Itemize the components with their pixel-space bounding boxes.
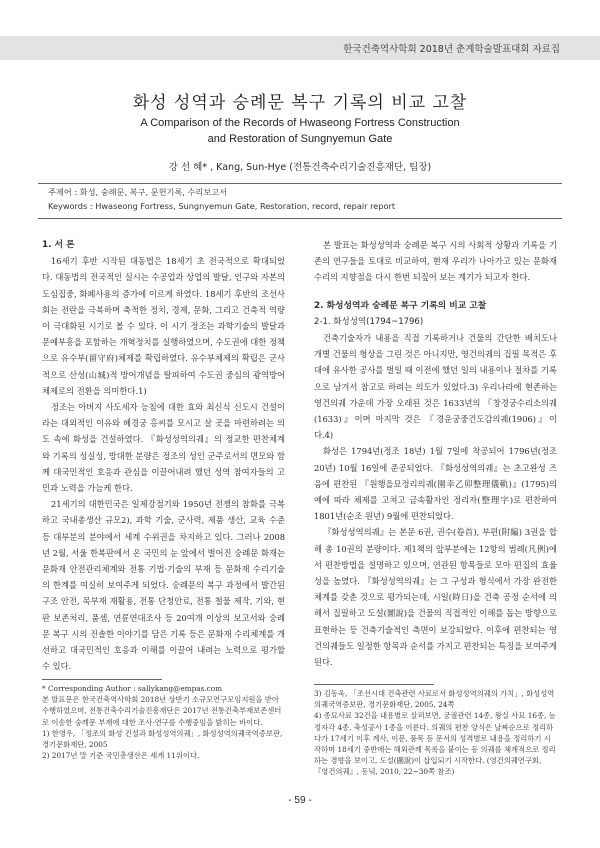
footnote-1: 1) 한영우, 「정조의 화성 건설과 화성성역의궤」, 화성성역의궤국역증보판, 경기문화재단, 2005: [42, 728, 283, 750]
funding-note: 본 발표문은 한국건축역사학회 2018년 상반기 소규모연구모임지원을 받아 수행하였으며, 전통건축수리기술진흥재단은 2017년 전통건축부재보존센터로 이송한 숭례문 부재에 대한 조사·연구를 수행중임을 밝히는 바이다.: [42, 695, 282, 727]
right-column: [314, 237, 557, 670]
footnote-2: 2) 2017년 말 기준 국민총생산은 세계 11위이다.: [42, 751, 200, 761]
page-number: - 59 -: [288, 795, 312, 806]
footnote-3: 3) 김동욱, 「조선시대 건축관련 사료로서 화성성역의궤의 가치」, 화성성역의궤국역증보판, 경기문화재단, 2005, 24쪽: [314, 689, 555, 710]
intro-paragraph-4: 본 발표는 화성성역과 숭례문 복구 시의 사회적 상황과 기록을 기존의 연구들을 토대로 비교하여, 현재 우리가 나아가고 있는 문화재 수리의 지향점을 다시 한번 되짚어 보는 계기가 되고자 한다.: [314, 240, 557, 283]
left-column: [42, 237, 285, 674]
author-line: 강 선 혜* , Kang, Sun-Hye (전통건축수리기술진흥재단, 팀장): [168, 162, 432, 173]
intro-paragraph-2: 정조는 아버지 사도세자 능침에 대한 효와 최신식 신도시 건설이라는 대외적인 이유와 혜경궁 홍씨를 모시고 살 곳을 마련하려는 의도 속에 화성을 건설하였다. 『화성성역의궤』의 정교한 편찬체계와 기록의 성실성, 방대한 분량은 정조의 성인 군주로서의 면모와 함께 대국민적인 호응과 관심을 이끌어내려 했던 성역 참여자들의 고민과 노력을 가늠케 한다.: [42, 402, 285, 494]
section-1-title: 1. 서 론: [42, 240, 75, 250]
keywords-bottom-rule: [38, 218, 562, 219]
keywords-korean: 주제어 : 화성, 숭례문, 복구, 문헌기록, 수리보고서: [48, 187, 228, 197]
paper-title-english-line2: and Restoration of Sungnyemun Gate: [207, 133, 393, 145]
footnotes-right: [314, 688, 557, 778]
footnote-4: 4) 종묘사료 32건을 내용별로 살펴보면, 궁궐관련 14종, 왕실 사묘 16종, 능 정자각 4종, 축성공사 1종을 이룬다. 의궤의 편찬 양식은 날짜순으로 정리하다가 17세기 이후 계사, 이문, 품목 등 문서의 성격별로 내용을 정리하기 시작하며 18세기 중반에는 해외관례 목록을 붙이는 등 의궤를 체계적으로 정리하는 경향을 보이고, 도설(圖說)이 삽입되기 시작한다. (영건의궤연구회, 『영건의궤』, 동녘, 2010, 22~30쪽 참조): [314, 711, 556, 777]
keywords-english: Keywords : Hwaseong Fortress, Sungnyemun Gate, Restoration, record, repair report: [48, 201, 396, 211]
keywords-top-rule: [38, 183, 562, 184]
corresponding-author-note: * Corresponding Author : sallykang@empas.com: [42, 684, 223, 693]
intro-paragraph-3: 21세기의 대한민국은 일제강점기와 1950년 전쟁의 참화를 극복하고 국내총생산 규모2), 과학 기술, 군사력, 제품 생산, 교육 수준 등 대부분의 분야에서 세계 수위권을 차지하고 있다. 그러나 2008년 2월, 서울 한복판에서 온 국민의 눈 앞에서 벌어진 숭례문 화재는 문화재 안전관리체계와 전통 기법·기술의 부재 등 문화재 수리기술의 한계를 여실히 보여주게 되었다. 숭례문의 복구 과정에서 발간된 구조 안전, 목부재 재활용, 전통 단청안료, 전통 철물 제작, 기와, 현판 보존처리, 품셈, 연륜연대조사 등 20여개 이상의 보고서와 숭례문 복구 시의 진솔한 이야기를 담은 기록 등은 문화재 수리체계를 개선하고 대국민적인 호응과 이해를 이끌어 내려는 노력으로 평가할 수 있다.: [42, 499, 285, 672]
section2-paragraph-3: 『화성성역의궤』는 본문 6권, 권수(卷首), 부편(附編) 3권을 합해 총 10권의 분량이다. 제1책의 앞부분에는 12항의 범례(凡例)에서 편찬방법을 설명하고 있으며, 연관된 항목들로 모아 편집의 효율성을 높였다. 『화성성역의궤』는 그 구성과 형식에서 가장 완전한 체계를 갖춘 것으로 평가되는데, 시일(時日)을 건축 공정 순서에 의해서 집필하고 도설(圖說)을 건물의 직접적인 이해를 돕는 방향으로 표현하는 등 건축기술적인 측면이 보강되었다. 이후에 편찬되는 영건의궤들도 일정한 항목과 순서를 가지고 편찬되는 특징을 보여주게 된다.: [314, 527, 557, 668]
footnote-rule-left: [42, 679, 162, 680]
section2-paragraph-2: 화성은 1794년(정조 18년) 1월 7일에 착공되어 1796년(정조20년) 10월 16일에 준공되었다. 『화성성역의궤』는 초고완성 즈음에 편찬된 『원행을묘정리의궤(園幸乙卯整理儀軌)』(1795)의 예에 따라 체제를 고쳐고 금속활자인 정리자(整理字)로 편찬하여 1801년(순조 원년) 9월에 편찬되었다.: [314, 446, 557, 522]
intro-paragraph-1: 16세기 후반 시작된 대동법은 18세기 초 전국적으로 확대되었다. 대동법의 전국적인 실시는 수공업과 상업의 발달, 인구와 자본의 도심집중, 화폐사용의 증가에 이르게 하였다. 18세기 후반의 조선사회는 전란을 극복하며 축적한 정치, 경제, 문화, 그리고 건축적 역량이 극대화된 시기로 볼 수 있다. 이 시기 정조는 과학기술의 발달과 문예부흥을 포함하는 개혁정치를 실행하였으며, 수도권에 대한 정책으로 유수부(留守府)체제를 확립하였다. 유수부체제의 확립은 군사적으로 산성(山城)적 방어개념을 탈피하여 수도권 중심의 광역방어체제로의 전환을 의미한다.1): [42, 256, 285, 396]
section-2-title: 2. 화성성역과 숭례문 복구 기록의 비교 고찰: [314, 300, 487, 311]
footnotes-left: [42, 683, 285, 761]
paper-title-korean: 화성 성역과 숭례문 복구 기록의 비교 고찰: [132, 93, 468, 113]
paper-title-english-line1: A Comparison of the Records of Hwaseong Fortress Construction: [140, 117, 460, 129]
subsection-2-1-title: 2-1. 화성성역(1794~1796): [314, 316, 424, 327]
section2-paragraph-1: 건축기술자가 내용을 직접 기록하거나 건물의 간단한 배치도나 개별 건물의 형상을 그린 것은 아니지만, 영건의궤의 집필 목적은 후대에 유사한 공사를 벌일 때 이전에 했던 일의 내용이나 절차를 기록으로 남겨서 참고로 하려는 의도가 있었다.3) 우리나라에 현존하는 영건의궤 가운데 가장 오래된 것은 1633년의 『창경궁수리소의궤(1633)』이며 마지막 것은 『경운궁중건도감의궤(1906)』이다.4): [314, 333, 557, 441]
footnote-rule-right: [314, 684, 434, 685]
conference-header: 한국건축역사학회 2018년 춘계학술발표대회 자료집: [343, 44, 560, 55]
